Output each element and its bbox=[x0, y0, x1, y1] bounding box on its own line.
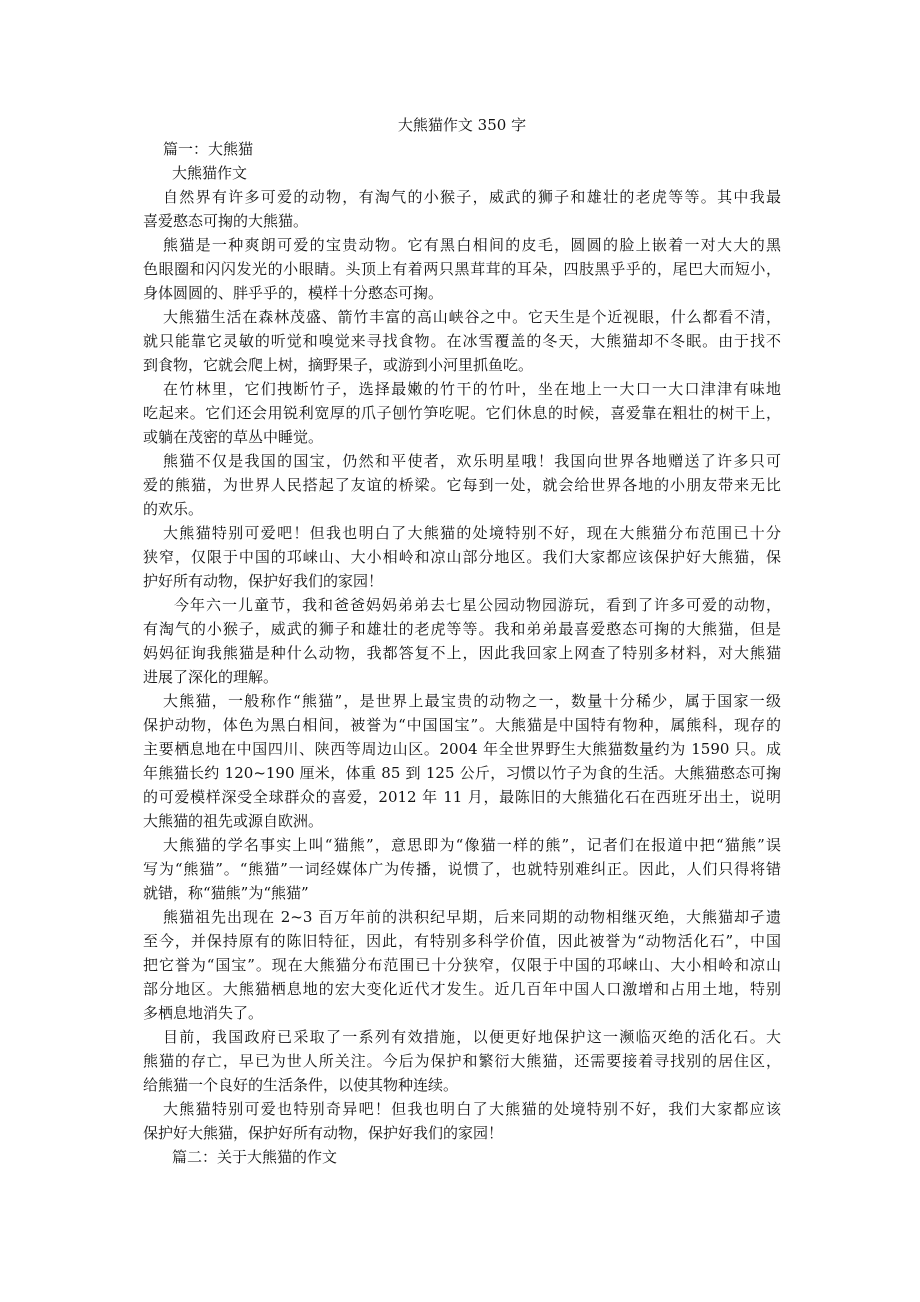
paragraph bbox=[143, 185, 781, 233]
paragraph-line: 色眼圈和闪闪发光的小眼睛。头顶上有着两只黑茸茸的耳朵，四肢黑乎乎的，尾巴大而短小， bbox=[143, 260, 781, 278]
paragraph bbox=[143, 1025, 781, 1097]
paragraph-line: 给熊猫一个良好的生活条件，以使其物种连续。 bbox=[143, 1076, 459, 1094]
paragraph-line: 的欢乐。 bbox=[143, 500, 204, 518]
paragraph-line: 在竹林里，它们拽断竹子，选择最嫩的竹干的竹叶，坐在地上一大口一大口津津有味地 bbox=[163, 380, 781, 398]
paragraph-line: 就只能靠它灵敏的听觉和嗅觉来寻找食物。在冰雪覆盖的冬天，大熊猫却不冬眠。由于找不 bbox=[143, 332, 781, 350]
paragraph-line: 有淘气的小猴子，威武的狮子和雄壮的老虎等等。我和弟弟最喜爱憨态可掬的大熊猫，但是 bbox=[143, 620, 781, 638]
paragraph-line: 的可爱模样深受全球群众的喜爱，2012 年 11 月，最陈旧的大熊猫化石在西班牙出土，说明 bbox=[143, 788, 781, 806]
paragraph bbox=[143, 449, 781, 521]
paragraph bbox=[143, 377, 781, 449]
paragraph-line: 自然界有许多可爱的动物，有淘气的小猴子，威武的狮子和雄壮的老虎等等。其中我最 bbox=[163, 188, 781, 206]
paragraph-line: 狭窄，仅限于中国的邛崃山、大小相岭和凉山部分地区。我们大家都应该保护好大熊猫，保 bbox=[143, 548, 781, 566]
paragraph-line: 喜爱憨态可掬的大熊猫。 bbox=[143, 212, 309, 230]
paragraph-line: 或躺在茂密的草丛中睡觉。 bbox=[143, 428, 324, 446]
paragraph-line: 大熊猫的祖先或源自欧洲。 bbox=[143, 812, 324, 830]
paragraph-line: 护好所有动物，保护好我们的家园！ bbox=[143, 572, 384, 590]
paragraph-line: 保护好大熊猫，保护好所有动物，保护好我们的家园！ bbox=[143, 1124, 504, 1142]
paragraph bbox=[143, 233, 781, 305]
paragraph-line: 至今，并保持原有的陈旧特征，因此，有特别多科学价值，因此被誉为“动物活化石”，中国 bbox=[143, 932, 781, 950]
document-body bbox=[143, 113, 781, 1169]
paragraph-line: 就错，称“猫熊”为“熊猫” bbox=[143, 884, 309, 902]
section-heading-1: 篇一：大熊猫 bbox=[163, 140, 254, 158]
paragraph-line: 到食物，它就会爬上树，摘野果子，或游到小河里抓鱼吃。 bbox=[143, 356, 534, 374]
paragraph-line: 熊猫是一种爽朗可爱的宝贵动物。它有黑白相间的皮毛，圆圆的脸上嵌着一对大大的黑 bbox=[163, 236, 781, 254]
paragraph bbox=[143, 833, 781, 905]
paragraph bbox=[143, 689, 781, 833]
paragraph-line: 大熊猫的学名事实上叫“猫熊”，意思即为“像猫一样的熊”，记者们在报道中把“猫熊”误 bbox=[163, 836, 781, 854]
paragraph-line: 妈妈征询我熊猫是种什么动物，我都答复不上，因此我回家上网查了特别多材料，对大熊猫 bbox=[143, 644, 781, 662]
paragraph-line: 熊猫祖先出现在 2~3 百万年前的洪积纪早期，后来同期的动物相继灭绝，大熊猫却孑遗 bbox=[163, 908, 781, 926]
paragraph-line: 身体圆圆的、胖乎乎的，模样十分憨态可掬。 bbox=[143, 284, 444, 302]
paragraph-line: 熊猫不仅是我国的国宝，仍然和平使者，欢乐明星哦！我国向世界各地赠送了许多只可 bbox=[163, 452, 781, 470]
section-heading-2: 篇二：关于大熊猫的作文 bbox=[172, 1148, 338, 1166]
paragraph-line: 保护动物，体色为黑白相间，被誉为“中国国宝”。大熊猫是中国特有物种，属熊科，现存的 bbox=[143, 716, 781, 734]
paragraph-line: 主要栖息地在中国四川、陕西等周边山区。2004 年全世界野生大熊猫数量约为 1590 只。成 bbox=[143, 740, 781, 758]
paragraph bbox=[143, 905, 781, 1025]
paragraph-line: 大熊猫特别可爱吧！但我也明白了大熊猫的处境特别不好，现在大熊猫分布范围已十分 bbox=[163, 524, 781, 542]
paragraph-line: 吃起来。它们还会用锐利宽厚的爪子刨竹笋吃呢。它们休息的时候，喜爱靠在粗壮的树干上， bbox=[143, 404, 781, 422]
paragraph-line: 把它誉为“国宝”。现在大熊猫分布范围已十分狭窄，仅限于中国的邛崃山、大小相岭和凉山 bbox=[143, 956, 781, 974]
paragraph bbox=[143, 521, 781, 593]
paragraph-line: 熊猫的存亡，早已为世人所关注。今后为保护和繁衍大熊猫，还需要接着寻找别的居住区， bbox=[143, 1052, 781, 1070]
paragraph-list bbox=[143, 185, 781, 1145]
paragraph-line: 爱的熊猫，为世界人民搭起了友谊的桥梁。它每到一处，就会给世界各地的小朋友带来无比 bbox=[143, 476, 781, 494]
paragraph-line: 写为“熊猫”。“熊猫”一词经媒体广为传播，说惯了，也就特别难纠正。因此，人们只得将错 bbox=[143, 860, 781, 878]
paragraph-line: 目前，我国政府已采取了一系列有效措施，以便更好地保护这一濒临灭绝的活化石。大 bbox=[163, 1028, 781, 1046]
paragraph bbox=[143, 1097, 781, 1145]
paragraph bbox=[143, 593, 781, 689]
paragraph-line: 大熊猫特别可爱也特别奇异吧！但我也明白了大熊猫的处境特别不好，我们大家都应该 bbox=[163, 1100, 781, 1118]
paragraph-line: 今年六一儿童节，我和爸爸妈妈弟弟去七星公园动物园游玩，看到了许多可爱的动物， bbox=[174, 596, 781, 614]
paragraph-line: 进展了深化的理解。 bbox=[143, 668, 279, 686]
paragraph-line: 大熊猫，一般称作“熊猫”，是世界上最宝贵的动物之一，数量十分稀少，属于国家一级 bbox=[163, 692, 781, 710]
section-subheading-1: 大熊猫作文 bbox=[172, 164, 248, 182]
paragraph bbox=[143, 305, 781, 377]
paragraph-line: 多栖息地消失了。 bbox=[143, 1004, 264, 1022]
paragraph-line: 大熊猫生活在森林茂盛、箭竹丰富的高山峡谷之中。它天生是个近视眼，什么都看不清， bbox=[163, 308, 781, 326]
paragraph-line: 年熊猫长约 120~190 厘米，体重 85 到 125 公斤，习惯以竹子为食的生活。大熊猫憨态可掬 bbox=[143, 764, 781, 782]
paragraph-line: 部分地区。大熊猫栖息地的宏大变化近代才发生。近几百年中国人口激增和占用土地，特别 bbox=[143, 980, 781, 998]
document-title: 大熊猫作文 350 字 bbox=[397, 116, 527, 134]
